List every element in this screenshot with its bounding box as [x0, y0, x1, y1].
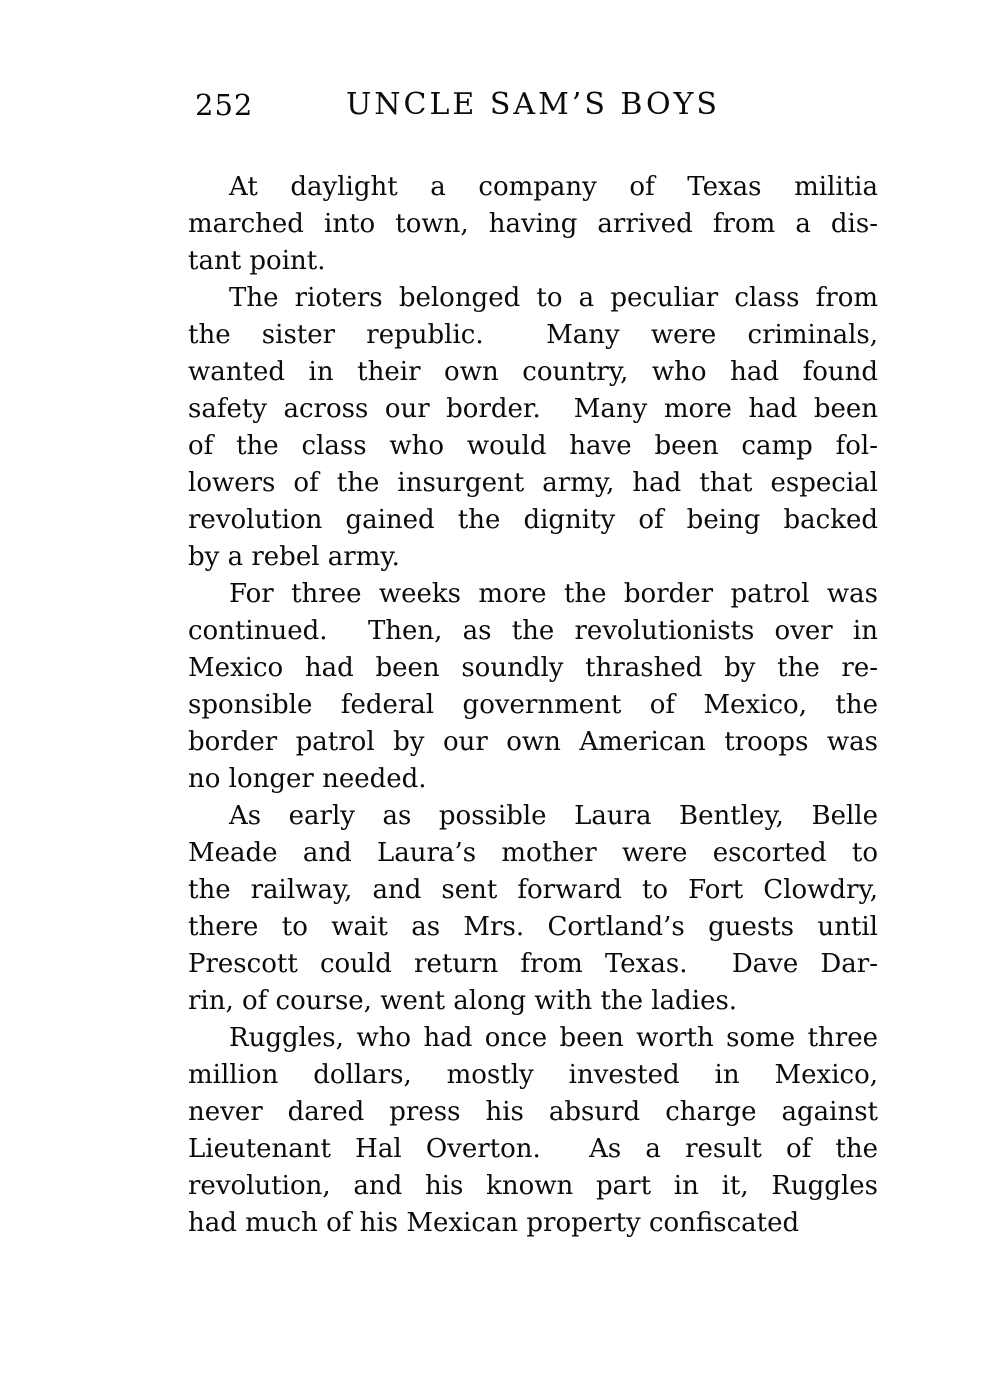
text-line: Meade and Laura’s mother were escorted to [188, 838, 878, 868]
paragraph [188, 1020, 878, 1242]
text-line: rin, of course, went along with the ladies. [188, 986, 738, 1016]
text-line: Mexico had been soundly thrashed by the re- [188, 653, 878, 683]
page-number: 252 [195, 88, 254, 122]
text-line: sponsible federal government of Mexico, the [188, 690, 878, 720]
text-line: continued. Then, as the revolutionists over in [188, 616, 878, 646]
text-line: border patrol by our own American troops was [188, 727, 878, 757]
text-line: the sister republic. Many were criminals, [188, 320, 878, 350]
text-line: safety across our border. Many more had been [188, 394, 878, 424]
text-line: had much of his Mexican property confiscated [188, 1208, 800, 1238]
text-line: As early as possible Laura Bentley, Belle [229, 801, 878, 831]
page-header [188, 88, 878, 124]
text-line: tant point. [188, 246, 326, 276]
page-body [188, 169, 878, 1242]
text-line: marched into town, having arrived from a dis- [188, 209, 878, 239]
paragraph [188, 576, 878, 798]
text-line: lowers of the insurgent army, had that especial [188, 468, 878, 498]
text-line: wanted in their own country, who had found [188, 357, 878, 387]
paragraph [188, 169, 878, 280]
paragraph [188, 280, 878, 576]
text-line: no longer needed. [188, 764, 427, 794]
text-line: revolution, and his known part in it, Ruggles [188, 1171, 878, 1201]
paragraph [188, 798, 878, 1020]
text-line: For three weeks more the border patrol was [229, 579, 878, 609]
text-line: never dared press his absurd charge against [188, 1097, 878, 1127]
text-line: At daylight a company of Texas militia [229, 172, 878, 202]
text-line: the railway, and sent forward to Fort Clowdry, [188, 875, 878, 905]
text-line: there to wait as Mrs. Cortland’s guests until [188, 912, 878, 942]
running-title: UNCLE SAM’S BOYS [346, 87, 720, 122]
text-line: revolution gained the dignity of being backed [188, 505, 878, 535]
text-line: Prescott could return from Texas. Dave Dar- [188, 949, 878, 979]
text-line: million dollars, mostly invested in Mexico, [188, 1060, 878, 1090]
text-line: by a rebel army. [188, 542, 400, 572]
text-line: of the class who would have been camp fol- [188, 431, 878, 461]
text-line: The rioters belonged to a peculiar class from [229, 283, 878, 313]
text-line: Lieutenant Hal Overton. As a result of the [188, 1134, 878, 1164]
text-line: Ruggles, who had once been worth some three [229, 1023, 878, 1053]
